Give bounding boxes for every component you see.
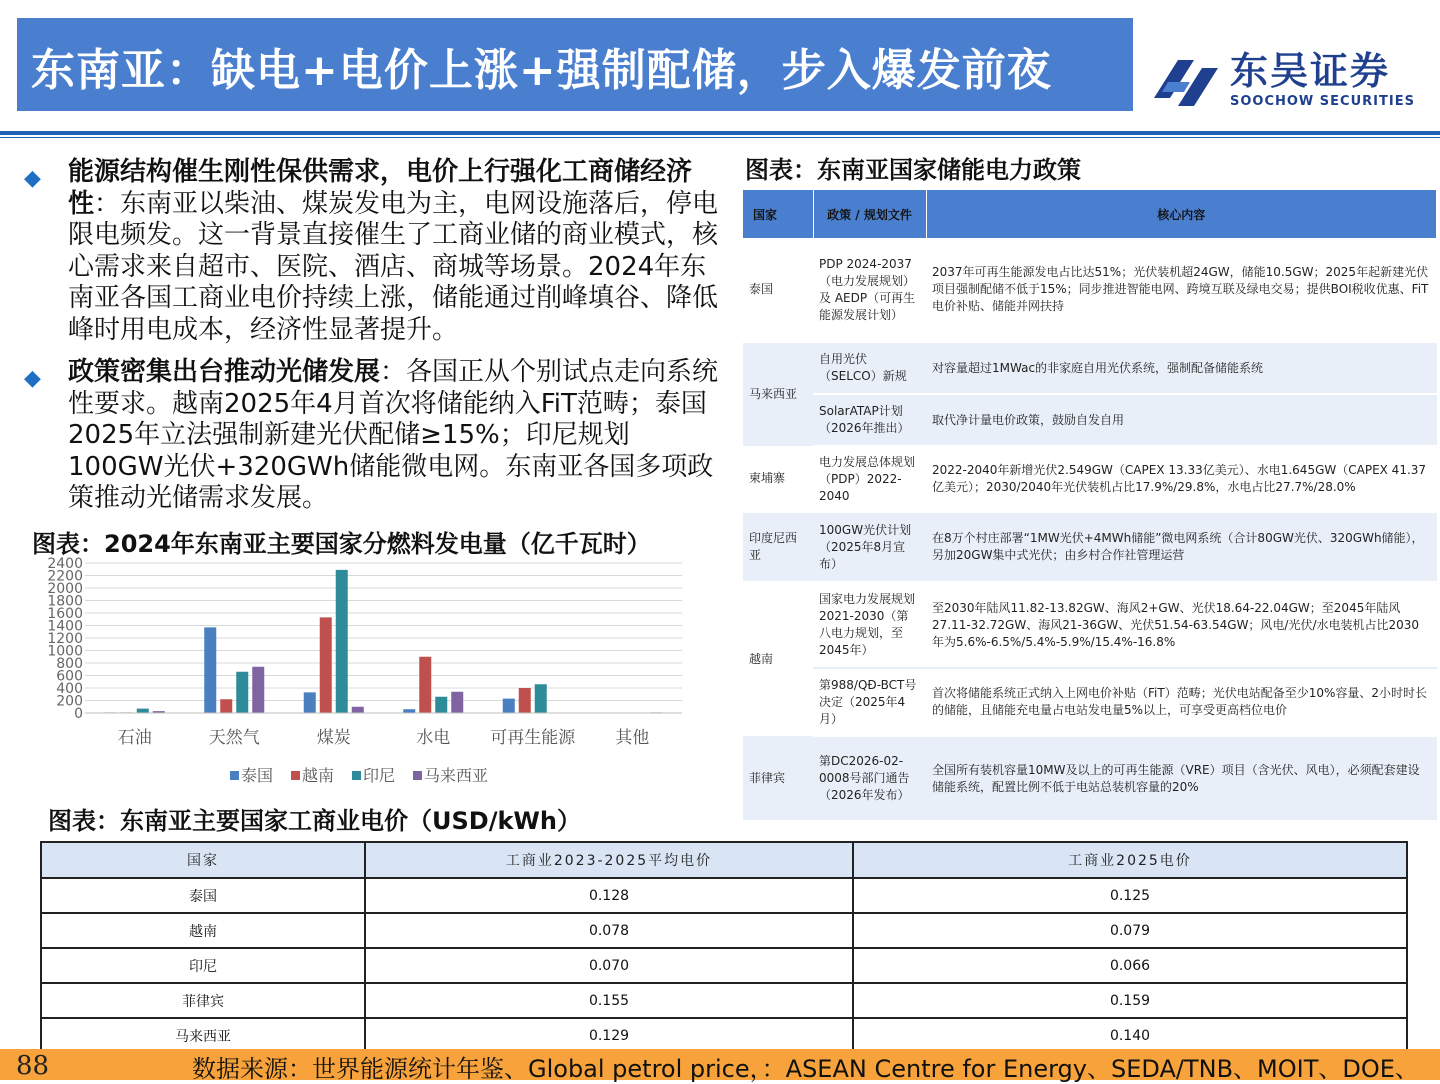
legend-swatch bbox=[230, 771, 239, 780]
price-2025: 0.159 bbox=[853, 983, 1407, 1018]
policy-document: 国家电力发展规划2021-2030（第八电力规划，至2045年） bbox=[813, 582, 926, 668]
y-tick-label: 1200 bbox=[47, 631, 83, 647]
header-divider-thin bbox=[0, 137, 1440, 138]
legend-label: 印尼 bbox=[363, 766, 396, 785]
header-divider bbox=[0, 131, 1440, 135]
table-row bbox=[743, 446, 1437, 512]
bullet-heading: 能源结构催生刚性保供需求，电价上行强化工商储经济性 bbox=[68, 157, 693, 219]
y-tick-label: 400 bbox=[56, 681, 83, 697]
policy-col-document: 政策 / 规划文件 bbox=[813, 190, 926, 238]
y-tick-label: 600 bbox=[56, 668, 83, 685]
y-tick-label: 2000 bbox=[47, 581, 83, 597]
generation-bar-chart bbox=[30, 555, 700, 790]
legend-swatch bbox=[291, 771, 300, 780]
legend-label: 马来西亚 bbox=[424, 766, 489, 785]
policy-content: 对容量超过1MWac的非家庭自用光伏系统，强制配备储能系统 bbox=[926, 342, 1437, 394]
x-category-label: 石油 bbox=[117, 728, 152, 748]
y-tick-label: 2400 bbox=[47, 556, 83, 572]
bullet-body: ：东南亚以柴油、煤炭发电为主，电网设施落后，停电限电频发。这一背景直接催生了工商业储的商业模式，核心需求来自超市、医院、酒店、商城等场景。2024年东南亚各国工商业电价持续上涨，储能通过削峰填谷、降低峰时用电成本，经济性显著提升。 bbox=[68, 188, 719, 345]
table-row bbox=[41, 878, 1407, 913]
bar bbox=[435, 697, 447, 713]
policy-col-country: 国家 bbox=[743, 190, 813, 238]
price-avg: 0.128 bbox=[365, 878, 853, 913]
bar bbox=[519, 688, 531, 713]
policy-table bbox=[743, 190, 1437, 820]
bar bbox=[252, 667, 264, 713]
company-logo bbox=[1148, 48, 1438, 118]
price-country: 马来西亚 bbox=[41, 1018, 365, 1053]
table-row bbox=[41, 1018, 1407, 1053]
x-category-label: 天然气 bbox=[208, 728, 260, 748]
policy-content: 取代净计量电价政策，鼓励自发自用 bbox=[926, 394, 1437, 446]
bar bbox=[535, 684, 547, 713]
y-tick-label: 0 bbox=[74, 706, 83, 722]
legend-label: 泰国 bbox=[241, 766, 274, 785]
table-row bbox=[743, 668, 1437, 736]
y-tick-label: 200 bbox=[56, 693, 83, 710]
soochow-logo-icon bbox=[1148, 52, 1224, 114]
legend-swatch bbox=[352, 771, 361, 780]
logo-english-name: SOOCHOW SECURITIES bbox=[1230, 94, 1415, 109]
y-tick-label: 800 bbox=[56, 656, 83, 672]
policy-document: 电力发展总体规划（PDP）2022-2040 bbox=[813, 446, 926, 512]
table-row bbox=[743, 342, 1437, 394]
bar bbox=[419, 657, 431, 713]
price-col-country: 国家 bbox=[41, 842, 365, 878]
bar bbox=[304, 692, 316, 713]
bullet-policy bbox=[24, 357, 724, 515]
policy-content: 2037年可再生能源发电占比达51%；光伏装机超24GW，储能10.5GW；2025年起新建光伏项目强制配储不低于15%；同步推进智能电网、跨境互联及绿电交易；提供BOI税收优惠、FiT电价补贴、储能并网扶持 bbox=[926, 238, 1437, 342]
bar bbox=[352, 707, 364, 713]
price-avg: 0.070 bbox=[365, 948, 853, 983]
x-category-label: 煤炭 bbox=[316, 728, 351, 748]
price-2025: 0.140 bbox=[853, 1018, 1407, 1053]
x-category-label: 其他 bbox=[615, 728, 650, 748]
bullet-body: ：各国正从个别试点走向系统性要求。越南2025年4月首次将储能纳入FiT范畴；泰国2025年立法强制新建光伏配储≥15%；印尼规划100GW光伏+320GWh储能微电网。东南亚各国多项政策推动光储需求发展。 bbox=[68, 357, 719, 513]
policy-document: 第DC2026-02-0008号部门通告（2026年发布） bbox=[813, 736, 926, 820]
price-table bbox=[40, 841, 1408, 1054]
policy-content: 2022-2040年新增光伏2.549GW（CAPEX 13.33亿美元）、水电1.645GW（CAPEX 41.37亿美元）；2030/2040年光伏装机占比17.9%/29.8%，水电占比27.7%/28.0% bbox=[926, 446, 1437, 512]
y-tick-label: 2200 bbox=[47, 568, 83, 585]
bullet-energy-structure bbox=[24, 157, 724, 346]
bar bbox=[503, 699, 515, 713]
table-row bbox=[743, 238, 1437, 342]
policy-country: 越南 bbox=[743, 582, 813, 736]
bar bbox=[451, 692, 463, 713]
policy-content: 至2030年陆风11.82-13.82GW、海风2+GW、光伏18.64-22.04GW；至2045年陆风27.11-32.72GW、海风21-36GW、光伏51.54-63.54GW；风电/光伏/水电装机占比2030年为5.6%-6.5%/5.4%-5.9%/15.4%-16.8% bbox=[926, 582, 1437, 668]
price-2025: 0.079 bbox=[853, 913, 1407, 948]
policy-country: 柬埔寨 bbox=[743, 446, 813, 512]
y-tick-label: 1800 bbox=[47, 593, 83, 610]
policy-content: 在8万个村庄部署“1MW光伏+4MWh储能”微电网系统（合计80GW光伏、320GWh储能），另加20GW集中式光伏；由乡村合作社管理运营 bbox=[926, 512, 1437, 582]
logo-chinese-name: 东吴证券 bbox=[1230, 49, 1391, 93]
table-row bbox=[41, 983, 1407, 1018]
x-category-label: 可再生能源 bbox=[490, 728, 576, 748]
diamond-bullet-icon: ◆ bbox=[24, 366, 41, 391]
diamond-bullet-icon: ◆ bbox=[24, 166, 41, 191]
y-tick-label: 1600 bbox=[47, 606, 83, 622]
legend-swatch bbox=[413, 771, 422, 780]
price-2025: 0.125 bbox=[853, 878, 1407, 913]
price-country: 印尼 bbox=[41, 948, 365, 983]
price-col-avg: 工商业2023-2025平均电价 bbox=[365, 842, 853, 878]
policy-document: SolarATAP计划（2026年推出） bbox=[813, 394, 926, 446]
policy-content: 首次将储能系统正式纳入上网电价补贴（FiT）范畴；光伏电站配备至少10%容量、2小时时长的储能，且储能充电量占电站发电量5%以上，可享受更高档位电价 bbox=[926, 668, 1437, 736]
policy-country: 菲律宾 bbox=[743, 736, 813, 820]
bullet-heading: 政策密集出台推动光储发展 bbox=[68, 357, 381, 387]
price-avg: 0.155 bbox=[365, 983, 853, 1018]
price-col-2025: 工商业2025电价 bbox=[853, 842, 1407, 878]
footer-bar bbox=[0, 1049, 1440, 1083]
policy-document: PDP 2024-2037（电力发展规划）及 AEDP（可再生能源发展计划） bbox=[813, 238, 926, 342]
price-table-header-row bbox=[41, 842, 1407, 878]
data-source: 数据来源：世界能源统计年鉴、Global petrol price，：ASEAN Centre for Energy、SEDA/TNB、MOIT、DOE、 bbox=[192, 1055, 1419, 1083]
policy-document: 自用光伏（SELCO）新规 bbox=[813, 342, 926, 394]
title-bar bbox=[17, 18, 1133, 111]
price-country: 菲律宾 bbox=[41, 983, 365, 1018]
policy-country: 马来西亚 bbox=[743, 342, 813, 446]
policy-document: 100GW光伏计划（2025年8月宣布） bbox=[813, 512, 926, 582]
table-row bbox=[743, 394, 1437, 446]
policy-table-title: 图表：东南亚国家储能电力政策 bbox=[745, 156, 1081, 184]
chart-title: 图表：2024年东南亚主要国家分燃料发电量（亿千瓦时） bbox=[32, 530, 651, 558]
bar bbox=[220, 699, 232, 713]
policy-content: 全国所有装机容量10MW及以上的可再生能源（VRE）项目（含光伏、风电），必须配套建设储能系统，配置比例不低于电站总装机容量的20% bbox=[926, 736, 1437, 820]
policy-country: 泰国 bbox=[743, 238, 813, 342]
bar bbox=[236, 672, 248, 713]
bar bbox=[403, 709, 415, 713]
y-tick-label: 1000 bbox=[47, 643, 83, 660]
price-country: 泰国 bbox=[41, 878, 365, 913]
table-row bbox=[743, 736, 1437, 820]
policy-document: 第988/QĐ-BCT号决定（2025年4月） bbox=[813, 668, 926, 736]
legend-label: 越南 bbox=[302, 766, 335, 785]
table-row bbox=[743, 512, 1437, 582]
policy-country: 印度尼西亚 bbox=[743, 512, 813, 582]
policy-table-header-row bbox=[743, 190, 1437, 238]
policy-col-content: 核心内容 bbox=[926, 190, 1437, 238]
price-country: 越南 bbox=[41, 913, 365, 948]
page-number: 88 bbox=[16, 1051, 50, 1081]
bar bbox=[320, 617, 332, 713]
page-title: 东南亚：缺电+电价上涨+强制配储，步入爆发前夜 bbox=[31, 45, 1052, 96]
price-avg: 0.078 bbox=[365, 913, 853, 948]
price-2025: 0.066 bbox=[853, 948, 1407, 983]
price-avg: 0.129 bbox=[365, 1018, 853, 1053]
price-table-title: 图表：东南亚主要国家工商业电价（USD/kWh） bbox=[48, 807, 581, 835]
table-row bbox=[41, 913, 1407, 948]
bar bbox=[336, 570, 348, 713]
x-category-label: 水电 bbox=[416, 728, 451, 748]
bar bbox=[204, 627, 216, 713]
table-row bbox=[743, 582, 1437, 668]
table-row bbox=[41, 948, 1407, 983]
y-tick-label: 1400 bbox=[47, 618, 83, 635]
bar bbox=[137, 709, 149, 713]
